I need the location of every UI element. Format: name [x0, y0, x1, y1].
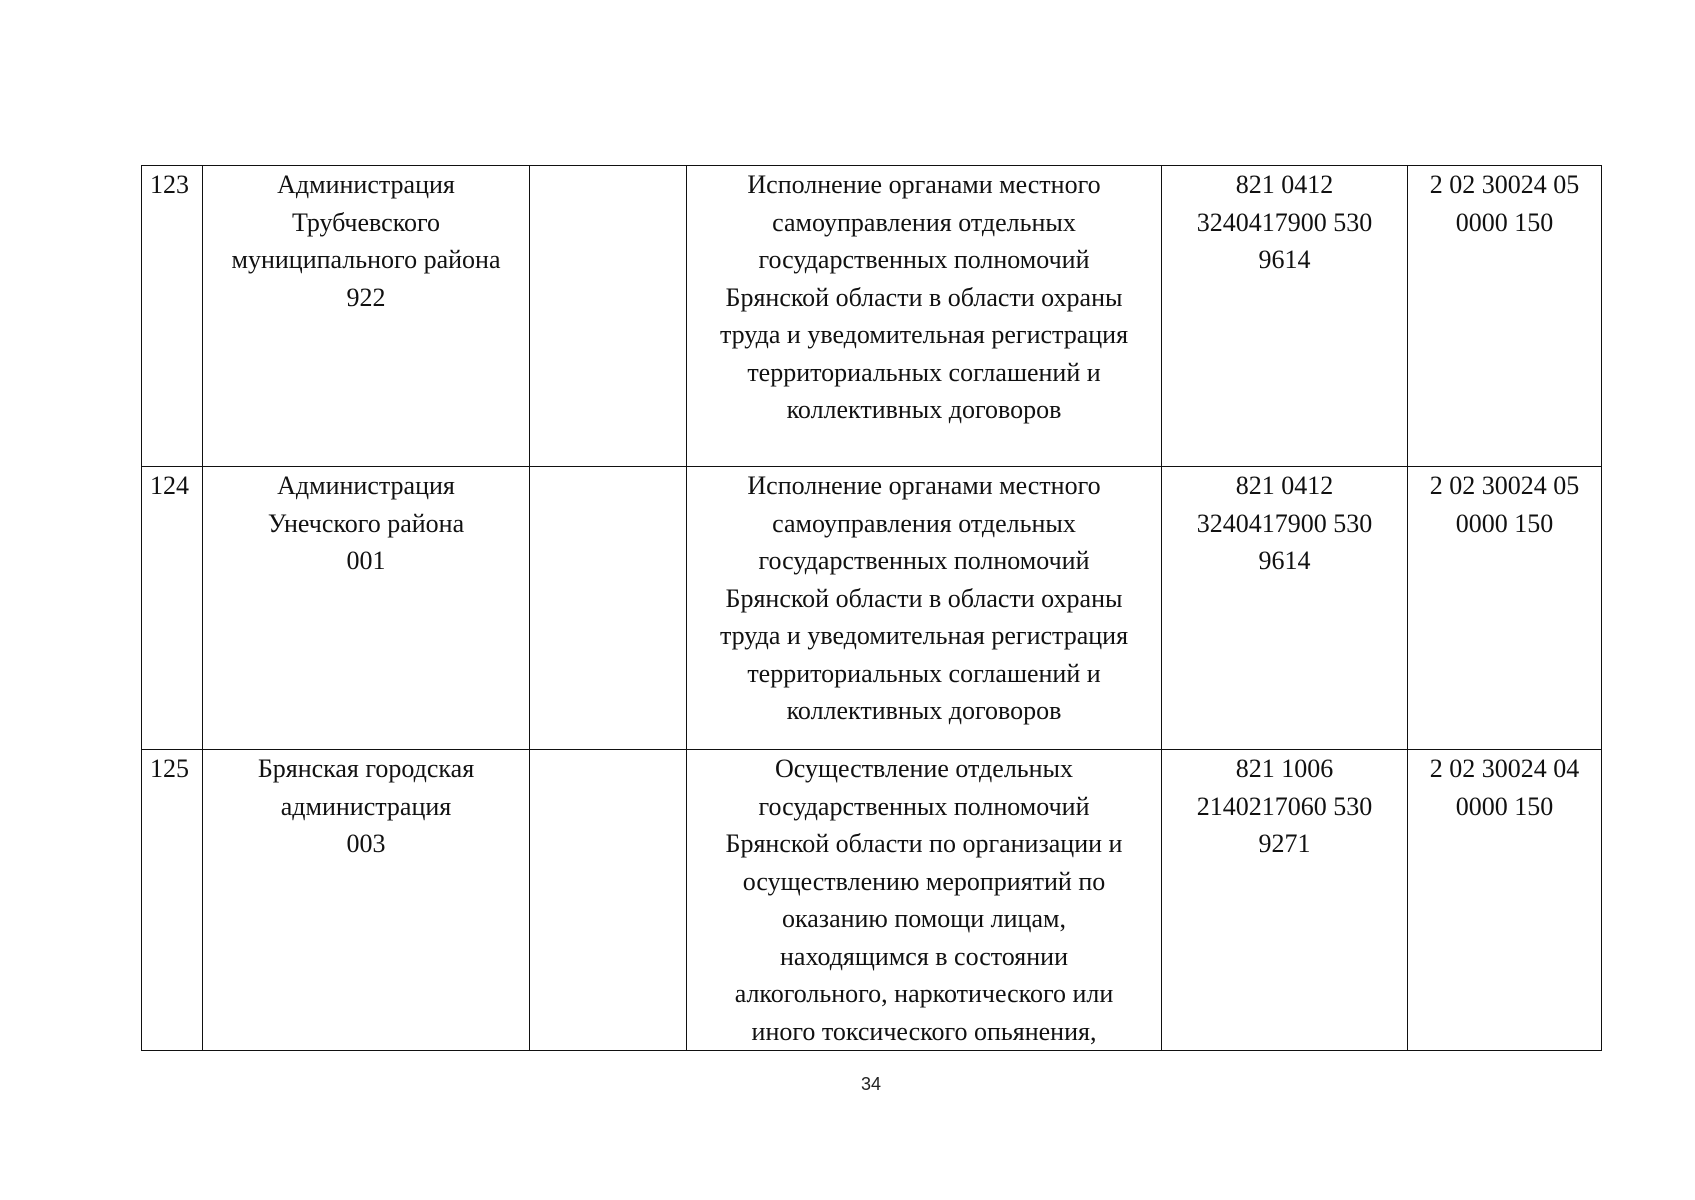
- purpose-line: оказанию помощи лицам,: [782, 904, 1066, 933]
- purpose-cell: [687, 467, 1162, 750]
- table-row: [142, 467, 1602, 750]
- purpose-line: Брянской области в области охраны: [725, 583, 1123, 613]
- budget-code-line: 821 1006: [1235, 754, 1334, 783]
- organization-cell: [203, 750, 530, 1051]
- organization-line: администрация: [280, 791, 452, 821]
- purpose-line: труда и уведомительная регистрация: [719, 320, 1129, 349]
- income-code-line: 0000 150: [1455, 207, 1554, 237]
- organization-line: Трубчевского: [291, 207, 441, 237]
- purpose-line: государственных полномочий: [758, 546, 1090, 575]
- empty-cell: [530, 750, 687, 1051]
- budget-code-line: 821 0412: [1235, 471, 1334, 500]
- organization-line: Брянская городская: [257, 754, 475, 783]
- row-number-cell: [142, 166, 203, 467]
- purpose-line: осуществлению мероприятий по: [742, 866, 1106, 896]
- budget-code-line: 3240417900 530: [1196, 508, 1373, 538]
- organization-line: Администрация: [277, 471, 455, 500]
- purpose-cell: [687, 166, 1162, 467]
- budget-code-line: 9614: [1258, 245, 1311, 274]
- purpose-line: коллективных договоров: [786, 395, 1062, 424]
- row-number: 125: [150, 754, 189, 783]
- purpose-line: Брянской области в области охраны: [725, 282, 1123, 312]
- row-number-cell: [142, 467, 203, 750]
- row-number: 123: [150, 170, 189, 199]
- organization-code: 003: [346, 829, 386, 858]
- organization-cell: [203, 467, 530, 750]
- purpose-line: иного токсического опьянения,: [751, 1016, 1097, 1046]
- empty-cell: [530, 467, 687, 750]
- purpose-line: территориальных соглашений и: [747, 658, 1101, 688]
- income-code-line: 0000 150: [1455, 791, 1554, 821]
- budget-code-line: 2140217060 530: [1196, 791, 1373, 821]
- empty-cell: [530, 166, 687, 467]
- purpose-line: труда и уведомительная регистрация: [719, 621, 1129, 650]
- budget-code-line: 821 0412: [1235, 170, 1334, 199]
- income-code-cell: [1408, 750, 1602, 1051]
- organization-line: Администрация: [277, 170, 455, 199]
- organization-code: 001: [346, 546, 386, 575]
- organization-line: Унечского района: [267, 508, 465, 538]
- income-code-line: 2 02 30024 05: [1429, 170, 1580, 199]
- purpose-line: самоуправления отдельных: [772, 207, 1076, 237]
- purpose-line: государственных полномочий: [758, 245, 1090, 274]
- purpose-line: самоуправления отдельных: [772, 508, 1076, 538]
- row-number-cell: [142, 750, 203, 1051]
- budget-code-cell: [1162, 750, 1408, 1051]
- purpose-line: Осуществление отдельных: [774, 754, 1074, 783]
- table-row: [142, 750, 1602, 1051]
- row-number: 124: [150, 471, 189, 500]
- budget-code-cell: [1162, 467, 1408, 750]
- budget-code-line: 9614: [1258, 546, 1311, 575]
- purpose-line: государственных полномочий: [758, 791, 1090, 821]
- purpose-line: территориальных соглашений и: [747, 357, 1101, 387]
- purpose-line: находящимся в состоянии: [779, 941, 1069, 971]
- organization-code: 922: [346, 282, 386, 312]
- budget-code-cell: [1162, 166, 1408, 467]
- purpose-cell: [687, 750, 1162, 1051]
- income-code-line: 2 02 30024 04: [1429, 754, 1580, 783]
- purpose-line: коллективных договоров: [786, 696, 1062, 725]
- purpose-line: алкогольного, наркотического или: [734, 979, 1114, 1008]
- page-number: 34: [860, 1074, 882, 1094]
- budget-code-line: 3240417900 530: [1196, 207, 1373, 237]
- purpose-line: Исполнение органами местного: [747, 170, 1101, 199]
- income-code-line: 0000 150: [1455, 508, 1554, 538]
- budget-code-line: 9271: [1258, 829, 1311, 858]
- income-code-cell: [1408, 467, 1602, 750]
- income-code-line: 2 02 30024 05: [1429, 471, 1580, 500]
- organization-cell: [203, 166, 530, 467]
- purpose-line: Исполнение органами местного: [747, 471, 1101, 500]
- income-code-cell: [1408, 166, 1602, 467]
- organization-line: муниципального района: [231, 245, 501, 274]
- table-row: [142, 166, 1602, 467]
- subventions-table: [141, 165, 1602, 1051]
- purpose-line: Брянской области по организации и: [725, 829, 1123, 858]
